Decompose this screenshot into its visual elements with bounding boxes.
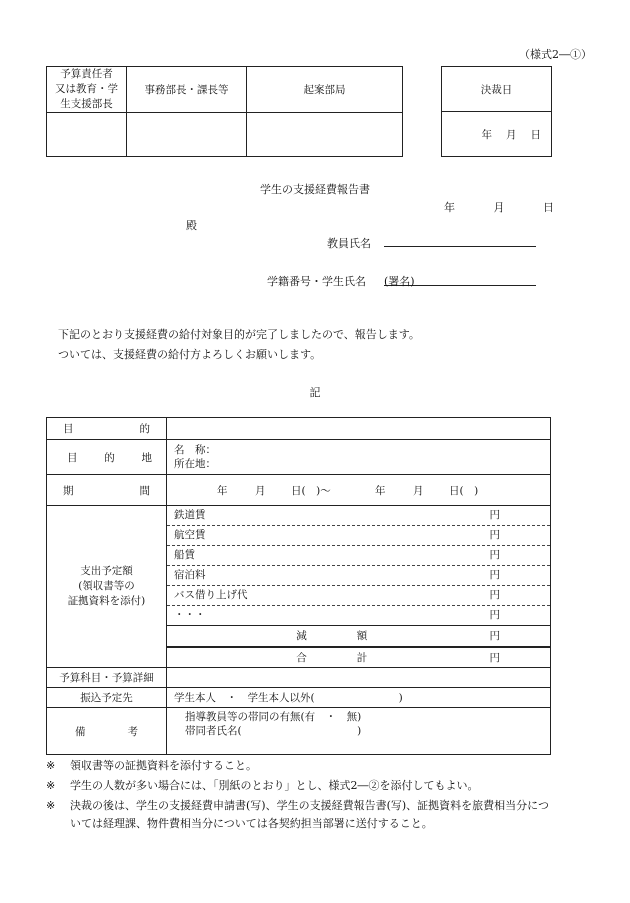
note-2 (46, 777, 479, 793)
decision-day: 日 (530, 128, 541, 141)
approval-stamp-budget[interactable] (47, 113, 127, 157)
period-end-day: 日( ) (449, 484, 479, 497)
reduction-label: 減 額 (296, 630, 368, 643)
report-table (46, 417, 551, 755)
expense-item: バス借り上げ代 (174, 589, 248, 601)
approval-table (46, 66, 403, 157)
expense-list (167, 506, 551, 626)
destination-name: 名 称： (174, 444, 216, 456)
report-month: 月 (493, 201, 505, 214)
report-day: 日 (543, 201, 554, 214)
note-text: 領収書等の証拠資料を添付すること。 (70, 759, 257, 772)
note-mark: ※ (46, 799, 56, 812)
report-date[interactable] (444, 199, 554, 215)
approval-stamp-office[interactable] (127, 113, 247, 157)
addressee-suffix: 殿 (186, 219, 197, 232)
body-line-2: ついては、支援経費の給付方よろしくお願いします。 (58, 348, 322, 361)
destination-field[interactable] (167, 440, 551, 475)
expense-row[interactable] (167, 586, 550, 606)
transfer-label: 振込予定先 (47, 688, 167, 708)
teacher-label: 教員氏名 (327, 237, 371, 250)
student-name-field[interactable] (384, 273, 536, 286)
period-start-day: 日( )～ (291, 484, 331, 497)
yen-unit: 円 (489, 651, 500, 664)
expense-row[interactable] (167, 526, 550, 546)
expense-label-2: (領収書等の (78, 580, 135, 592)
expense-row[interactable] (167, 546, 550, 566)
note-mark: ※ (46, 759, 56, 772)
expense-item: 宿泊料 (174, 569, 206, 581)
yen-unit: 円 (489, 549, 500, 561)
period-field[interactable] (167, 475, 551, 506)
approval-stamp-dept[interactable] (247, 113, 403, 157)
yen-unit: 円 (489, 569, 500, 581)
decision-header: 決裁日 (442, 67, 552, 112)
period-end-month: 月 (413, 484, 424, 497)
period-start-year: 年 (217, 484, 228, 497)
expense-item: 航空賃 (174, 529, 206, 541)
period-start-month: 月 (255, 484, 266, 497)
document-title: 学生の支援経費報告書 (260, 183, 370, 196)
total-label: 合 計 (296, 651, 368, 664)
yen-unit: 円 (489, 509, 500, 521)
note-1 (46, 757, 257, 773)
approval-header-dept: 起案部局 (247, 67, 403, 113)
remarks-label: 備 考 (47, 708, 167, 755)
yen-unit: 円 (489, 529, 500, 541)
expense-item: 鉄道賃 (174, 509, 206, 521)
period-label: 期 間 (47, 475, 167, 506)
form-number: （様式2―①） (519, 48, 592, 61)
expense-item: 船賃 (174, 549, 195, 561)
purpose-label: 目 的 (47, 418, 167, 440)
expense-row[interactable] (167, 506, 550, 526)
note-mark: ※ (46, 779, 56, 792)
signature-note: (署名) (384, 275, 415, 288)
body-line-1: 下記のとおり支援経費の給付対象目的が完了しましたので、報告します。 (58, 328, 420, 341)
note-text: 決裁の後は、学生の支援経費申請書(写)、学生の支援経費報告書(写)、証拠資料を旅費相当分につ (70, 799, 549, 812)
total-row[interactable] (167, 647, 551, 668)
remarks-line-1: 指導教員等の帯同の有無(有 ・ 無) (185, 711, 362, 723)
destination-label: 目 的 地 (47, 440, 167, 475)
remarks-line-2: 帯同者氏名( ) (185, 725, 362, 737)
transfer-field[interactable] (167, 688, 551, 708)
expense-label-3: 証拠資料を添付) (67, 595, 146, 607)
reduction-row[interactable] (167, 626, 551, 647)
note-3 (46, 797, 549, 813)
decision-table (441, 66, 552, 157)
student-label: 学籍番号・学生氏名 (267, 275, 366, 288)
expense-label-1: 支出予定額 (80, 565, 133, 577)
expense-row[interactable] (167, 606, 550, 625)
transfer-value: 学生本人 ・ 学生本人以外( ) (174, 692, 403, 704)
approval-header-budget: 予算責任者 又は教育・学 生支援部長 (47, 67, 127, 113)
remarks-field[interactable] (167, 708, 551, 755)
decision-month: 月 (506, 128, 517, 141)
report-year: 年 (444, 201, 455, 214)
expense-item: ・・・ (174, 609, 206, 621)
yen-unit: 円 (489, 609, 500, 621)
yen-unit: 円 (489, 589, 500, 601)
expense-row[interactable] (167, 566, 550, 586)
note-3-cont: いては経理課、物件費相当分については各契約担当部署に送付すること。 (70, 817, 433, 830)
yen-unit: 円 (489, 630, 500, 643)
destination-address: 所在地： (174, 458, 216, 470)
expense-label (47, 506, 167, 668)
note-text: 学生の人数が多い場合には、「別紙のとおり」とし、様式2―②を添付してもよい。 (70, 779, 479, 792)
purpose-field[interactable] (167, 418, 551, 440)
decision-date[interactable] (442, 112, 552, 157)
decision-year: 年 (481, 128, 492, 141)
teacher-name-field[interactable] (384, 246, 536, 247)
approval-header-office: 事務部長・課長等 (127, 67, 247, 113)
ki-heading: 記 (309, 386, 321, 399)
budget-field[interactable] (167, 668, 551, 688)
budget-label: 予算科目・予算詳細 (47, 668, 167, 688)
period-end-year: 年 (375, 484, 386, 497)
